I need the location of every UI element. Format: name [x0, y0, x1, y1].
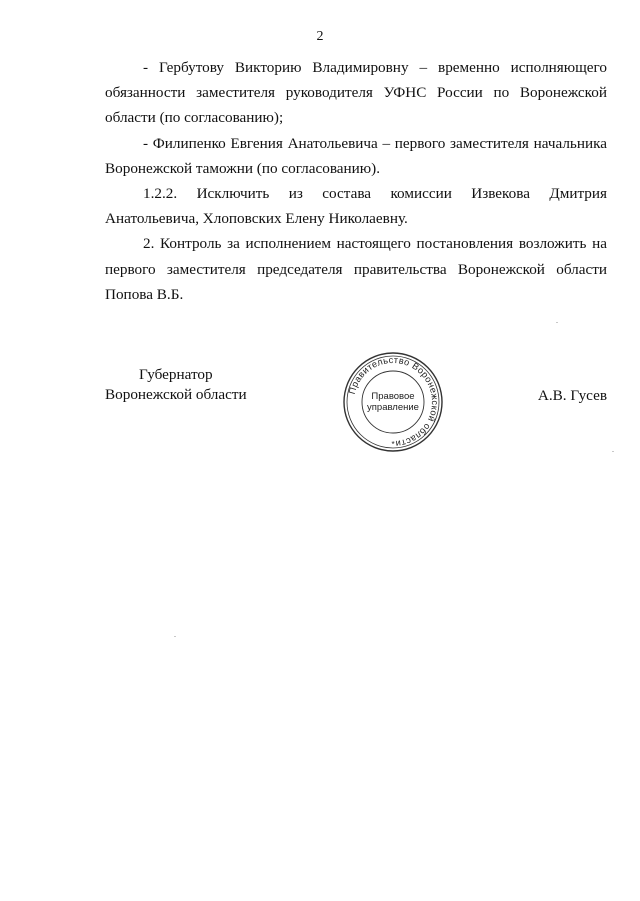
stamp-ring-text: Правительство Воронежской области [346, 354, 441, 449]
stamp-center-line-1: Правовое [371, 391, 415, 402]
paragraph-gerbutova: - Гербутову Викторию Владимировну – временно исполняющего обязанности заместителя руководителя УФНС России по Воронежской области (по согласованию); [105, 59, 607, 127]
paragraph-control: 2. Контроль за исполнением настоящего постановления возложить на первого заместителя председателя правительства Воронежской области Попова В.Б. [105, 235, 607, 303]
signatory-title-line-1: Губернатор [139, 366, 213, 383]
document-body [105, 55, 607, 307]
signatory-name: А.В. Гусев [537, 387, 607, 404]
paragraph-exclusion: 1.2.2. Исключить из состава комиссии Извекова Дмитрия Анатольевича, Хлоповских Елену Николаевну. [105, 185, 607, 228]
stamp-center-line-2: управление [367, 402, 419, 413]
official-stamp [341, 350, 445, 454]
paragraph-filipenko: - Филипенко Евгения Анатольевича – первого заместителя начальника Воронежской таможни (по согласованию). [105, 134, 607, 177]
stamp-seal-graphic [341, 350, 445, 454]
scan-speck [612, 451, 614, 452]
stamp-star-icon: * [391, 440, 395, 449]
scan-speck [174, 636, 176, 637]
scan-speck [556, 322, 558, 323]
signatory-title [105, 365, 247, 405]
page-number: 2 [316, 29, 324, 44]
signatory-title-line-2: Воронежской области [105, 386, 247, 403]
